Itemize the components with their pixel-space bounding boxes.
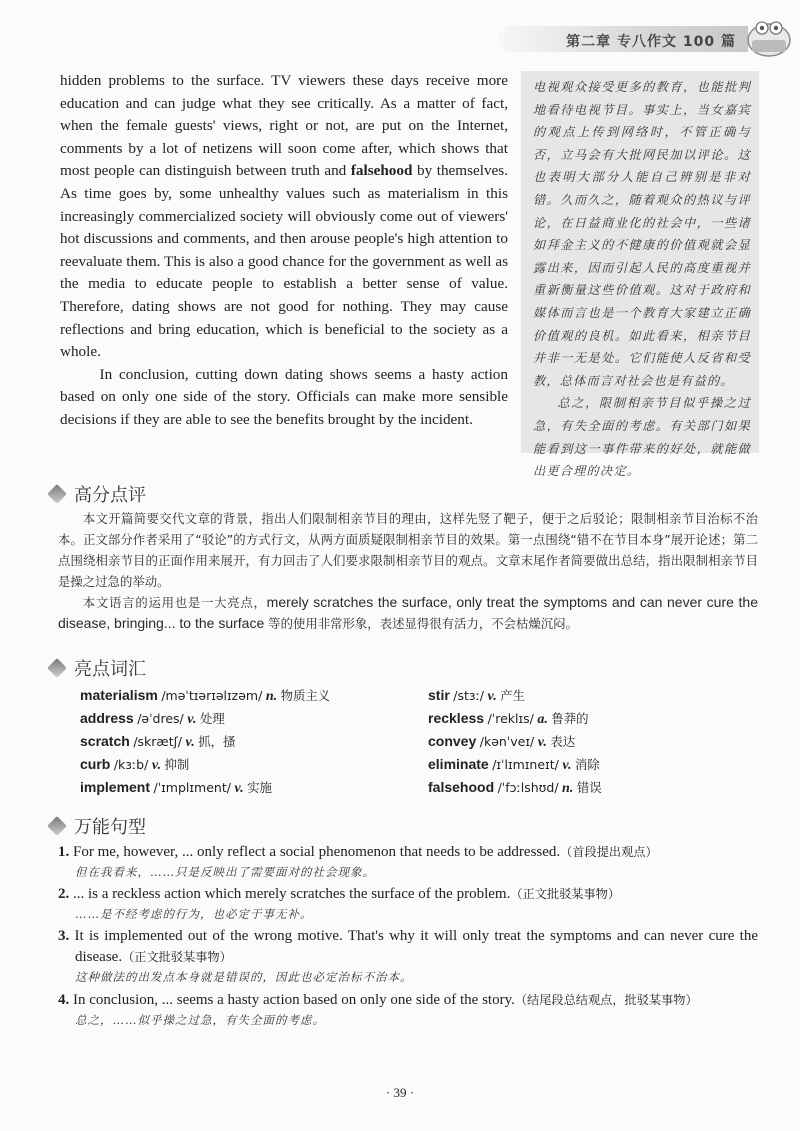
publisher-logo-icon <box>746 18 792 58</box>
vocab-item: eliminate /ɪˈlɪmɪneɪt/ v. 消除 <box>428 756 600 773</box>
sentence-item: 4. In conclusion, ... seems a hasty action based on only one side of the story.（结尾段总结观点，批驳某事物） 总之，……似乎操之过急，有失全面的考虑。 <box>58 992 698 1027</box>
vocab-item: falsehood /ˈfɔːlshʊd/ n. 错误 <box>428 779 602 796</box>
vocab-title: 亮点词汇 <box>74 659 146 680</box>
vocab-item: materialism /məˈtɪərɪəlɪzəm/ n. 物质主义 <box>80 687 331 704</box>
diamond-bullet-icon <box>47 658 67 678</box>
review-heading <box>48 482 146 506</box>
vocab-item: address /əˈdres/ v. 处理 <box>80 710 225 727</box>
translation-paragraph-1: 电视观众接受更多的教育，也能批判地看待电视节目。事实上，当女嘉宾的观点上传到网络时，不管正确与否，立马会有大批网民加以评论。这也表明大部分人能自己辨别是非对错。久而久之，随着观众的热议与评论，在日益商业化的社会中，一些诸如拜金主义的不健康的价值观就会显露出来，因而引起人民的高度重视并重新衡量这些价值观。这对于政府和媒体而言也是一个教育大家建立正确价值观的良机。如此看来，相亲节目并非一无是处。它们能使人反省和受教，总体而言对社会也是有益的。 <box>533 80 751 388</box>
chapter-title: 第二章 专八作文 100 篇 <box>566 34 736 50</box>
diamond-bullet-icon <box>47 816 67 836</box>
english-paragraph-1: hidden problems to the surface. TV viewers these days receive more education and can judge what they see critically. As a matter of fact, when the female guests' views, right or not, are put on the Internet, comments by a lot of netizens will soon come after, which shows that most people can distinguish between truth and falsehood by themselves. As time goes by, some unhealthy values such as materialism in this increasingly commercialized society will obviously come out of viewers' hot discussions and comments, and then arouse people's high attention to reevaluate them. This is also a good chance for the government as well as the media to educate people to establish a better sense of value. Therefore, dating shows are not good for nothing. They may cause reflections and bring education, which is beneficial to the society as a whole. <box>60 72 509 361</box>
vocab-item: implement /ˈɪmplɪment/ v. 实施 <box>80 779 272 796</box>
vocab-item: scratch /skrætʃ/ v. 抓，搔 <box>80 733 236 750</box>
page-number: · 39 · <box>385 1085 415 1100</box>
translation-box <box>521 71 759 479</box>
review-title: 高分点评 <box>74 485 146 506</box>
sentence-item: 2. ... is a reckless action which merely scratches the surface of the problem.（正文批驳某事物） ……是不经考虑的行为，也必定于事无补。 <box>58 886 621 921</box>
sentence-item: 1. For me, however, ... only reflect a social phenomenon that needs to be addressed.（首段提出观点） 但在我看来，……只是反映出了需要面对的社会现象。 <box>58 844 658 879</box>
english-paragraph-2: In conclusion, cutting down dating shows seems a hasty action based on only one side of the story. Officials can make more sensible decisions if they are able to see the benefits brought by the incident. <box>60 365 508 428</box>
vocab-heading <box>48 656 146 680</box>
sentences-heading <box>48 814 146 838</box>
english-passage <box>60 70 508 432</box>
review-body <box>58 508 758 634</box>
review-paragraph-2: 本文语言的运用也是一大亮点，merely scratches the surface, only treat the symptoms and can never cure the disease, bringing... to the surface 等的使用非常形象，表述显得很有活力，不会枯燥沉闷。 <box>58 594 759 631</box>
translation-paragraph-2: 总之，限制相亲节目似乎操之过急，有失全面的考虑。有关部门如果能看到这一事件带来的好处，就能做出更合理的决定。 <box>533 396 751 479</box>
vocab-item: stir /stɜː/ v. 产生 <box>428 687 525 704</box>
vocab-item: convey /kənˈveɪ/ v. 表达 <box>428 733 576 750</box>
running-header <box>500 18 800 62</box>
vocab-item: reckless /ˈreklɪs/ a. 鲁莽的 <box>428 710 589 727</box>
diamond-bullet-icon <box>47 484 67 504</box>
vocab-item: curb /kɜːb/ v. 抑制 <box>80 756 190 773</box>
review-paragraph-1: 本文开篇简要交代文章的背景，指出人们限制相亲节目的理由，这样先竖了靶子，便于之后驳论；限制相亲节目治标不治本。正文部分作者采用了“驳论”的方式行文，从两方面质疑限制相亲节目的效果。第一点围绕“错不在节目本身”展开论述；第二点围绕相亲节目的正面作用来展开，有力回击了人们要求限制相亲节目的观点。文章末尾作者简要做出总结，指出限制相亲节目是操之过急的举动。 <box>58 511 758 589</box>
sentences-title: 万能句型 <box>74 817 146 838</box>
sentence-item: 3. It is implemented out of the wrong motive. That's why it will only treat the symptoms and can never cure the disease.（正文批驳某事物） 这种做法的出发点本身就是错误的，因此也必定治标不治本。 <box>58 928 759 984</box>
